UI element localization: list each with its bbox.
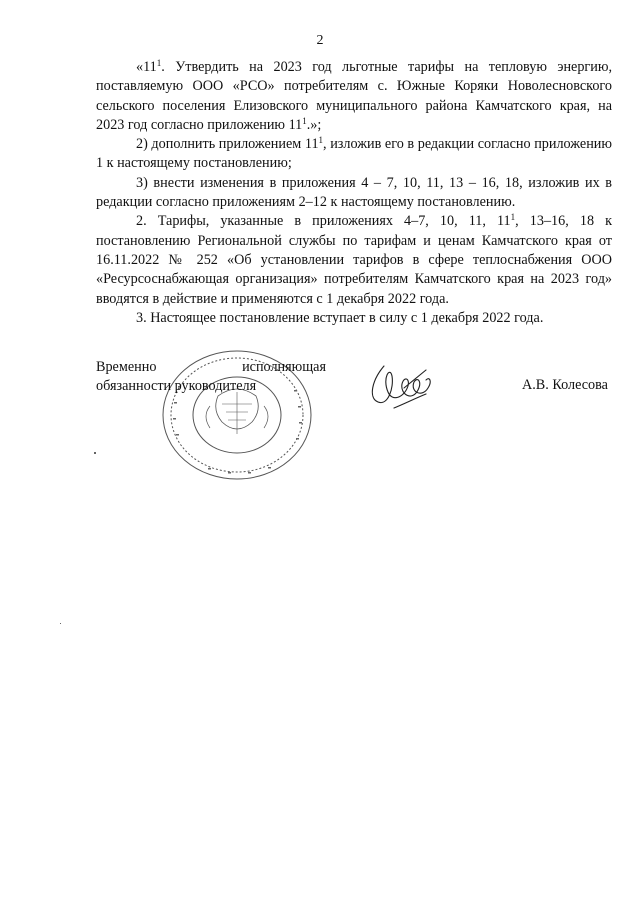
signatory-name: А.В. Колесова <box>522 377 608 393</box>
signatory-title: Временно исполняющая обязанности руководителя <box>96 359 326 395</box>
paragraph-tariffs-effective: 2. Тарифы, указанные в приложениях 4–7, 10, 11, $11^1$, 13–16, 18 к постановлению Региональной службы по тарифам и ценам Камчатского края от 16.11.2022 № 252 «Об установлении тарифов в сфере теплоснабжения ООО «Ресурсоснабжающая организация» потребителям Камчатского края на 2023 год» вводятся в действие и применяются с 1 декабря 2022 года. <box>96 212 612 307</box>
scan-speck <box>94 452 96 454</box>
paragraph-amend-appendices: 3) внести изменения в приложения 4 – 7, 10, 11, 13 – 16, 18, изложив их в редакции согласно приложениям 2–12 к настоящему постановлению. <box>96 174 612 211</box>
paragraph-tariffs-approval: «$11^1$. Утвердить на 2023 год льготные тарифы на тепловую энергию, поставляемую ООО «РСО» потребителям с. Южные Коряки Новолесновского сельского поселения Елизовского муниципального района Камчатского края, на 2023 год согласно приложению $11^1$.»; <box>96 58 612 133</box>
page-number: 2 <box>316 33 324 48</box>
paragraph-entry-into-force: 3. Настоящее постановление вступает в силу с 1 декабря 2022 года. <box>136 309 544 326</box>
scan-speck <box>60 623 61 624</box>
signature-block <box>96 358 616 468</box>
paragraph-add-appendix: 2) дополнить приложением $11^1$, изложив его в редакции согласно приложению 1 к настоящему постановлению; <box>96 135 612 172</box>
handwritten-signature-icon <box>364 358 454 416</box>
document-body <box>96 58 612 328</box>
